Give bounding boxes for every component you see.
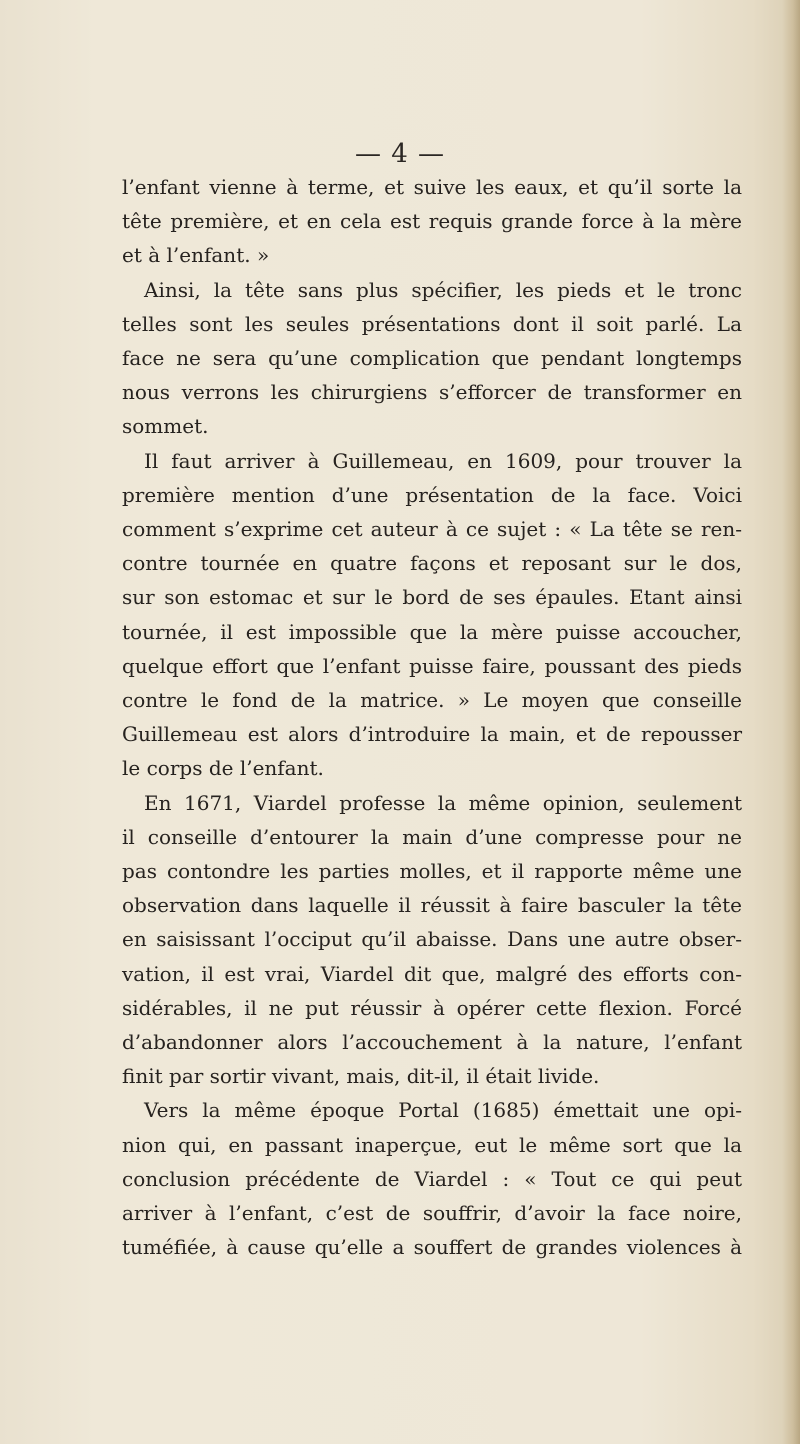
text-line: arriver à l’enfant, c’est de souffrir, d’avoir la face noire, [122,1201,742,1226]
text-line: comment s’exprime cet auteur à ce sujet : « La tête se ren- [122,517,742,542]
page-edge-shadow [782,0,800,1444]
text-line: face ne sera qu’une complication que pendant longtemps [122,346,742,371]
text-line: sur son estomac et sur le bord de ses épaules. Etant ainsi [122,585,742,610]
text-line: observation dans laquelle il réussit à faire basculer la tête [122,893,742,918]
text-line: Il faut arriver à Guillemeau, en 1609, pour trouver la [144,448,742,473]
text-line: vation, il est vrai, Viardel dit que, malgré des efforts con- [122,961,742,986]
paragraph [122,273,742,444]
text-line: contre le fond de la matrice. » Le moyen que conseille [122,688,742,713]
text-line: l’enfant vienne à terme, et suive les eaux, et qu’il sorte la [122,175,742,199]
text-line: sommet. [122,414,209,439]
text-line: tournée, il est impossible que la mère puisse accoucher, [122,619,742,644]
text-line: telles sont les seules présentations dont il soit parlé. La [122,311,742,336]
text-line: finit par sortir vivant, mais, dit-il, il était livide. [122,1064,600,1089]
text-line: conclusion précédente de Viardel : « Tout ce qui peut [122,1166,742,1191]
body-text [122,170,742,1265]
text-line: tuméfiée, à cause qu’elle a souffert de grandes violences à [122,1235,742,1260]
text-line: pas contondre les parties molles, et il rapporte même une [122,859,742,884]
text-line: il conseille d’entourer la main d’une compresse pour ne [122,824,742,849]
text-line: tête première, et en cela est requis grande force à la mère [122,209,742,234]
text-line: contre tournée en quatre façons et reposant sur le dos, [122,551,742,576]
paragraph [122,1093,742,1264]
text-line: Vers la même époque Portal (1685) émettait une opi- [144,1098,742,1123]
paragraph [122,444,742,786]
text-line: nous verrons les chirurgiens s’efforcer de transformer en [122,380,742,405]
page-number: — 4 — [354,139,446,169]
paragraph [122,786,742,1094]
text-line: et à l’enfant. » [122,243,270,268]
text-line: Ainsi, la tête sans plus spécifier, les pieds et le tronc [144,277,742,302]
text-line: En 1671, Viardel professe la même opinion, seulement [144,790,742,815]
text-line: d’abandonner alors l’accouchement à la nature, l’enfant [122,1030,742,1055]
paragraph [122,170,742,273]
text-line: Guillemeau est alors d’introduire la main, et de repousser [122,722,742,747]
text-line: première mention d’une présentation de la face. Voici [122,482,742,507]
text-line: quelque effort que l’enfant puisse faire, poussant des pieds [122,653,742,678]
text-line: nion qui, en passant inaperçue, eut le même sort que la [122,1132,742,1157]
text-line: sidérables, il ne put réussir à opérer cette flexion. Forcé [122,995,742,1020]
text-line: en saisissant l’occiput qu’il abaisse. Dans une autre obser- [122,927,742,952]
text-line: le corps de l’enfant. [122,756,324,781]
